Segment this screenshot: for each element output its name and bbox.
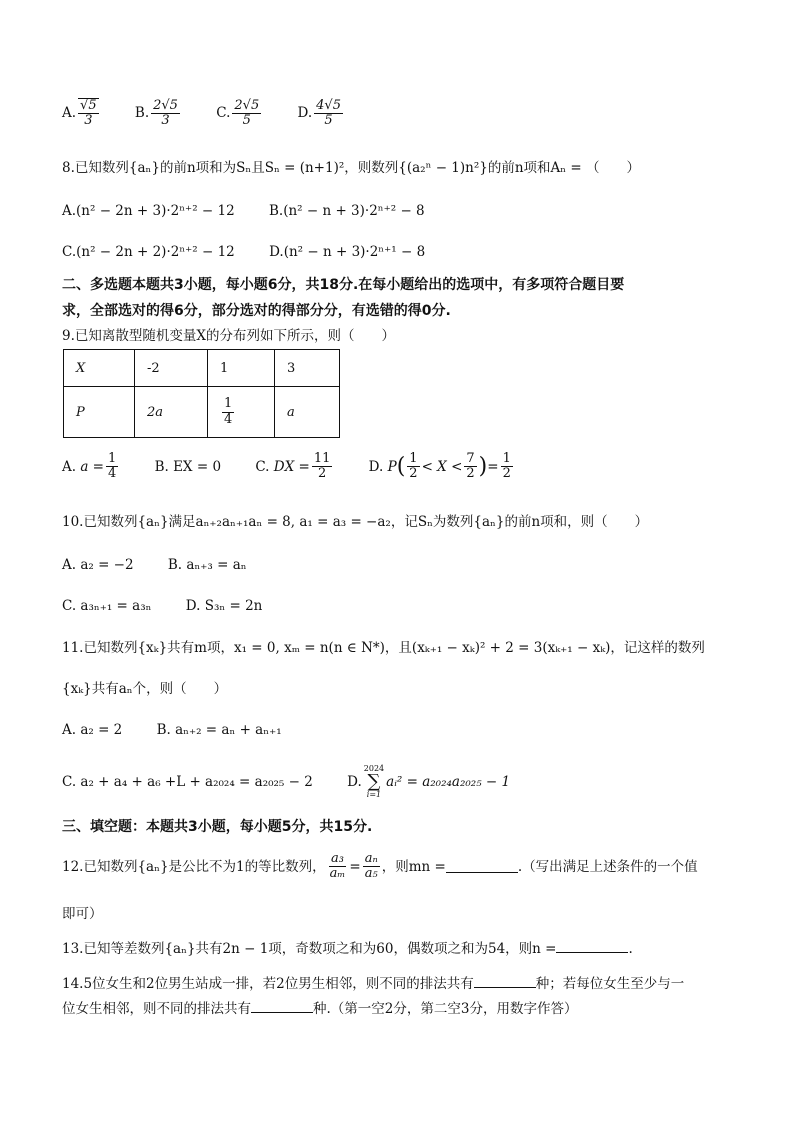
table-row: [64, 350, 340, 387]
q14-stem-line2: 位女生相邻，则不同的排法共有 种.（第一空2分，第二空3分，用数字作答）: [62, 1001, 578, 1017]
q9-option-a: A. a = $\frac{1}{4}$: [62, 451, 117, 482]
q11-options-ab: [62, 722, 312, 738]
q10-options-ab: [62, 557, 277, 573]
q7-options: [62, 98, 375, 129]
q11-options-cd: [62, 762, 540, 799]
q8-options-ab: [62, 203, 455, 219]
q9-option-b: B. EX = 0: [154, 458, 222, 475]
q13-stem: 13.已知等差数列{aₙ}共有2n − 1项，奇数项之和为60，偶数项之和为54，则n = .: [62, 941, 633, 957]
table-cell: a: [275, 387, 340, 438]
table-cell: P: [64, 387, 135, 438]
q8-option-d: D.(n² − n + 3)·2ⁿ⁺¹ − 8: [269, 244, 426, 260]
q10-options-cd: [62, 598, 292, 614]
q7-option-b: B. $\frac{2√5}{3}$: [134, 97, 178, 128]
q10-option-d: D. S₃ₙ = 2n: [185, 598, 263, 614]
table-cell: 3: [275, 350, 340, 387]
table-row: [64, 387, 340, 438]
section2-heading-line1: 二、多选题本题共3小题，每小题6分，共18分.在每小题给出的选项中，有多项符合题目要: [62, 277, 625, 293]
q11-option-a: A. a₂ = 2: [62, 722, 123, 738]
q14-stem-line1: 14.5位女生和2位男生站成一排，若2位男生相邻，则不同的排法共有 种；若每位女生至少与一: [62, 976, 685, 992]
section2-heading-line2: 求，全部选对的得6分，部分选对的得部分分，有选错的得0分.: [62, 303, 451, 319]
q10-option-c: C. a₃ₙ₊₁ = a₃ₙ: [62, 598, 152, 614]
section3-heading: 三、填空题：本题共3小题，每小题5分，共15分.: [62, 819, 373, 835]
table-cell: 2a: [135, 387, 208, 438]
q9-option-c: C. DX = $\frac{11}{2}$: [255, 451, 331, 482]
q8-stem: 8.已知数列{aₙ}的前n项和为Sₙ且Sₙ = (n+1)²，则数列{(a₂ⁿ − 1)n²}的前n项和Aₙ = （ ）: [62, 160, 641, 176]
q7-option-c: C. $\frac{2√5}{5}$: [216, 97, 260, 128]
table-cell-fraction: $\frac{1}{4}$: [208, 387, 275, 438]
table-cell: -2: [135, 350, 208, 387]
q10-stem: 10.已知数列{aₙ}满足aₙ₊₂aₙ₊₁aₙ = 8, a₁ = a₃ = −a₂，记Sₙ为数列{aₙ}的前n项和，则（ ）: [62, 514, 649, 530]
q11-option-b: B. aₙ₊₂ = aₙ + aₙ₊₁: [156, 722, 282, 738]
q12-answer-blank[interactable]: [446, 860, 518, 873]
q8-option-b: B.(n² − n + 3)·2ⁿ⁺² − 8: [268, 203, 425, 219]
summation: 2024 ∑ i=1: [363, 764, 385, 800]
table-cell: 1: [208, 350, 275, 387]
q10-option-b: B. aₙ₊₃ = aₙ: [167, 557, 247, 573]
table-cell: X: [64, 350, 135, 387]
q14-answer-blank-2[interactable]: [251, 1000, 313, 1013]
q9-distribution-table: [63, 349, 340, 438]
q9-option-d: D. P ( $\frac{1}{2}$ < X < $\frac{7}{2}$ ) = $\frac{1}{2}$: [368, 451, 511, 482]
q10-option-a: A. a₂ = −2: [62, 557, 134, 573]
q8-option-c: C.(n² − 2n + 2)·2ⁿ⁺² − 12: [62, 244, 235, 260]
q8-option-a: A.(n² − 2n + 3)·2ⁿ⁺² − 12: [62, 203, 235, 219]
q11-stem-line1: 11.已知数列{xₖ}共有m项，x₁ = 0, xₘ = n(n ∈ N*)，且(xₖ₊₁ − xₖ)² + 2 = 3(xₖ₊₁ − xₖ)，记这样的数列: [62, 640, 705, 656]
q14-answer-blank-1[interactable]: [474, 975, 536, 988]
q9-stem: 9.已知离散型随机变量X的分布列如下所示，则（ ）: [62, 328, 395, 344]
q11-option-c: C. a₂ + a₄ + a₆ +L + a₂₀₂₄ = a₂₀₂₅ − 2: [62, 774, 313, 790]
q12-stem: 12.已知数列{aₙ}是公比不为1的等比数列， $\frac{\text{a₃}}{\text{aₘ}}$ = $\frac{\text{aₙ}}{\text{a₅}}$ ，则mn = .（写出满足上述条件的一个值: [62, 851, 698, 882]
q11-option-d: D. 2024 ∑ i=1 aᵢ² = a₂₀₂₄a₂₀₂₅ − 1: [347, 764, 511, 800]
q12-stem-line2: 即可）: [62, 906, 103, 922]
q13-answer-blank[interactable]: [556, 940, 628, 953]
q11-stem-line2: {xₖ}共有aₙ个，则（ ）: [62, 681, 228, 697]
q7-option-a: A. $\frac{√5}{3}$: [62, 98, 97, 129]
q7-option-d: D. $\frac{4√5}{5}$: [297, 97, 341, 128]
q9-options: [62, 452, 545, 482]
q8-options-cd: [62, 244, 455, 260]
